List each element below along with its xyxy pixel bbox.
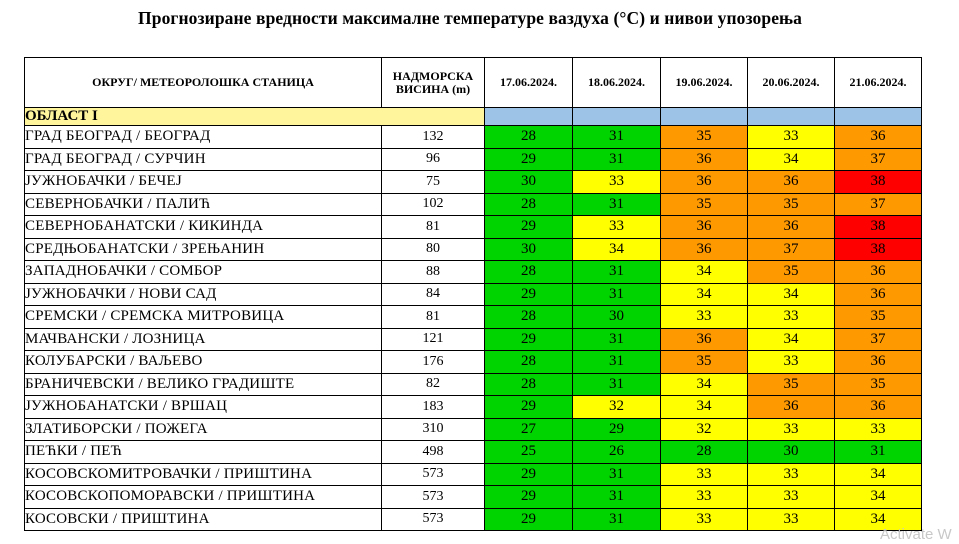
- table-row: [25, 508, 922, 531]
- temperature-cell: 34: [835, 508, 922, 531]
- temperature-cell: 37: [835, 148, 922, 171]
- table-row: [25, 328, 922, 351]
- temperature-cell: 35: [835, 306, 922, 329]
- header-row: [25, 58, 922, 108]
- table-body: [25, 108, 922, 531]
- station-name: МАЧВАНСКИ / ЛОЗНИЦА: [25, 328, 382, 351]
- temperature-cell: 27: [485, 418, 573, 441]
- temperature-cell: 34: [661, 373, 748, 396]
- temperature-cell: 33: [661, 486, 748, 509]
- temperature-cell: 33: [573, 216, 661, 239]
- temperature-cell: 29: [485, 148, 573, 171]
- temperature-cell: 32: [661, 418, 748, 441]
- temperature-cell: 34: [661, 283, 748, 306]
- header-date: 19.06.2024.: [661, 58, 748, 108]
- temperature-cell: 35: [661, 351, 748, 374]
- temperature-cell: 36: [661, 148, 748, 171]
- table-row: [25, 193, 922, 216]
- temperature-cell: 36: [661, 171, 748, 194]
- temperature-cell: 35: [835, 373, 922, 396]
- temperature-cell: 28: [485, 351, 573, 374]
- table-row: [25, 283, 922, 306]
- temperature-cell: 30: [573, 306, 661, 329]
- temperature-cell: 35: [661, 126, 748, 149]
- temperature-cell: 28: [485, 126, 573, 149]
- altitude-value: 498: [382, 441, 485, 464]
- table-row: [25, 373, 922, 396]
- temperature-cell: 34: [748, 148, 835, 171]
- temperature-cell: 34: [835, 486, 922, 509]
- altitude-value: 96: [382, 148, 485, 171]
- altitude-value: 176: [382, 351, 485, 374]
- table-row: [25, 306, 922, 329]
- temperature-cell: 36: [661, 216, 748, 239]
- temperature-cell: 36: [835, 283, 922, 306]
- temperature-cell: 31: [573, 261, 661, 284]
- temperature-cell: 31: [573, 148, 661, 171]
- temperature-cell: 28: [485, 373, 573, 396]
- temperature-cell: 36: [748, 171, 835, 194]
- region-cell: [661, 108, 748, 126]
- temperature-cell: 36: [661, 238, 748, 261]
- temperature-cell: 31: [573, 463, 661, 486]
- station-name: СРЕМСКИ / СРЕМСКА МИТРОВИЦА: [25, 306, 382, 329]
- temperature-cell: 29: [485, 328, 573, 351]
- temperature-cell: 31: [835, 441, 922, 464]
- altitude-value: 75: [382, 171, 485, 194]
- altitude-value: 84: [382, 283, 485, 306]
- altitude-value: 121: [382, 328, 485, 351]
- temperature-cell: 31: [573, 193, 661, 216]
- altitude-value: 82: [382, 373, 485, 396]
- altitude-value: 88: [382, 261, 485, 284]
- temperature-cell: 34: [748, 283, 835, 306]
- temperature-cell: 37: [748, 238, 835, 261]
- temperature-cell: 34: [661, 261, 748, 284]
- temperature-cell: 30: [485, 171, 573, 194]
- table-row: [25, 216, 922, 239]
- station-name: ЗЛАТИБОРСКИ / ПОЖЕГА: [25, 418, 382, 441]
- station-name: ГРАД БЕОГРАД / БЕОГРАД: [25, 126, 382, 149]
- altitude-value: 183: [382, 396, 485, 419]
- temperature-cell: 29: [573, 418, 661, 441]
- temperature-cell: 33: [748, 306, 835, 329]
- temperature-cell: 37: [835, 328, 922, 351]
- activation-watermark: Activate W: [880, 526, 952, 543]
- temperature-cell: 33: [661, 306, 748, 329]
- region-row: [25, 108, 922, 126]
- temperature-cell: 37: [835, 193, 922, 216]
- table-row: [25, 126, 922, 149]
- station-name: ЈУЖНОБАЧКИ / БЕЧЕЈ: [25, 171, 382, 194]
- temperature-cell: 34: [835, 463, 922, 486]
- temperature-cell: 33: [748, 351, 835, 374]
- station-name: ЈУЖНОБАНАТСКИ / ВРШАЦ: [25, 396, 382, 419]
- temperature-cell: 31: [573, 486, 661, 509]
- altitude-value: 80: [382, 238, 485, 261]
- temperature-cell: 31: [573, 283, 661, 306]
- header-date: 21.06.2024.: [835, 58, 922, 108]
- station-name: КОЛУБАРСКИ / ВАЉЕВО: [25, 351, 382, 374]
- temperature-cell: 28: [485, 261, 573, 284]
- temperature-cell: 31: [573, 126, 661, 149]
- temperature-cell: 33: [573, 171, 661, 194]
- temperature-cell: 36: [835, 351, 922, 374]
- altitude-value: 102: [382, 193, 485, 216]
- temperature-cell: 29: [485, 216, 573, 239]
- temperature-cell: 35: [748, 373, 835, 396]
- region-label: ОБЛАСТ I: [25, 108, 485, 126]
- table-row: [25, 238, 922, 261]
- header-altitude-line2: ВИСИНА (m): [395, 81, 471, 96]
- temperature-cell: 38: [835, 171, 922, 194]
- temperature-cell: 29: [485, 396, 573, 419]
- temperature-cell: 33: [748, 418, 835, 441]
- table-row: [25, 396, 922, 419]
- temperature-cell: 38: [835, 216, 922, 239]
- altitude-value: 573: [382, 463, 485, 486]
- temperature-cell: 33: [748, 486, 835, 509]
- header-date: 18.06.2024.: [573, 58, 661, 108]
- header-date: 20.06.2024.: [748, 58, 835, 108]
- header-altitude: [382, 58, 485, 108]
- temperature-cell: 31: [573, 328, 661, 351]
- altitude-value: 310: [382, 418, 485, 441]
- header-date: 17.06.2024.: [485, 58, 573, 108]
- region-cell: [835, 108, 922, 126]
- station-name: КОСОВСКОПОМОРАВСКИ / ПРИШТИНА: [25, 486, 382, 509]
- temperature-cell: 33: [661, 508, 748, 531]
- table-row: [25, 148, 922, 171]
- table-row: [25, 486, 922, 509]
- temperature-cell: 31: [573, 373, 661, 396]
- table-row: [25, 463, 922, 486]
- station-name: ЈУЖНОБАЧКИ / НОВИ САД: [25, 283, 382, 306]
- temperature-cell: 36: [748, 216, 835, 239]
- temperature-cell: 36: [835, 396, 922, 419]
- temperature-cell: 36: [835, 261, 922, 284]
- temperature-cell: 30: [485, 238, 573, 261]
- temperature-cell: 38: [835, 238, 922, 261]
- temperature-cell: 26: [573, 441, 661, 464]
- station-name: ГРАД БЕОГРАД / СУРЧИН: [25, 148, 382, 171]
- region-cell: [573, 108, 661, 126]
- altitude-value: 81: [382, 306, 485, 329]
- temperature-cell: 29: [485, 283, 573, 306]
- temperature-cell: 29: [485, 508, 573, 531]
- station-name: СЕВЕРНОБАЧКИ / ПАЛИЋ: [25, 193, 382, 216]
- temperature-cell: 36: [835, 126, 922, 149]
- temperature-table: [24, 57, 922, 531]
- table-row: [25, 171, 922, 194]
- temperature-cell: 28: [485, 193, 573, 216]
- temperature-cell: 35: [748, 261, 835, 284]
- altitude-value: 573: [382, 508, 485, 531]
- station-name: ПЕЋКИ / ПЕЋ: [25, 441, 382, 464]
- temperature-cell: 36: [661, 328, 748, 351]
- temperature-cell: 33: [748, 463, 835, 486]
- region-cell: [748, 108, 835, 126]
- header-station: ОКРУГ/ МЕТЕОРОЛОШКА СТАНИЦА: [25, 58, 382, 108]
- page-title: Прогнозиране вредности максималне температуре ваздуха (°C) и нивои упозорења: [138, 8, 802, 28]
- temperature-cell: 34: [661, 396, 748, 419]
- station-name: ЗАПАДНОБАЧКИ / СОМБОР: [25, 261, 382, 284]
- temperature-cell: 33: [835, 418, 922, 441]
- temperature-cell: 35: [748, 193, 835, 216]
- temperature-cell: 33: [748, 126, 835, 149]
- temperature-cell: 29: [485, 463, 573, 486]
- header-altitude-line1: НАДМОРСКА: [392, 68, 474, 83]
- station-name: КОСОВСКИ / ПРИШТИНА: [25, 508, 382, 531]
- table-row: [25, 351, 922, 374]
- altitude-value: 81: [382, 216, 485, 239]
- temperature-cell: 25: [485, 441, 573, 464]
- temperature-cell: 36: [748, 396, 835, 419]
- temperature-cell: 31: [573, 508, 661, 531]
- table-row: [25, 418, 922, 441]
- temperature-cell: 29: [485, 486, 573, 509]
- temperature-cell: 32: [573, 396, 661, 419]
- station-name: СРЕДЊОБАНАТСКИ / ЗРЕЊАНИН: [25, 238, 382, 261]
- table-row: [25, 441, 922, 464]
- table-row: [25, 261, 922, 284]
- station-name: КОСОВСКОМИТРОВАЧКИ / ПРИШТИНА: [25, 463, 382, 486]
- temperature-cell: 33: [748, 508, 835, 531]
- station-name: БРАНИЧЕВСКИ / ВЕЛИКО ГРАДИШТЕ: [25, 373, 382, 396]
- temperature-cell: 31: [573, 351, 661, 374]
- temperature-cell: 30: [748, 441, 835, 464]
- temperature-cell: 33: [661, 463, 748, 486]
- temperature-cell: 34: [573, 238, 661, 261]
- altitude-value: 573: [382, 486, 485, 509]
- station-name: СЕВЕРНОБАНАТСКИ / КИКИНДА: [25, 216, 382, 239]
- temperature-cell: 35: [661, 193, 748, 216]
- temperature-cell: 34: [748, 328, 835, 351]
- altitude-value: 132: [382, 126, 485, 149]
- temperature-cell: 28: [661, 441, 748, 464]
- temperature-cell: 28: [485, 306, 573, 329]
- region-cell: [485, 108, 573, 126]
